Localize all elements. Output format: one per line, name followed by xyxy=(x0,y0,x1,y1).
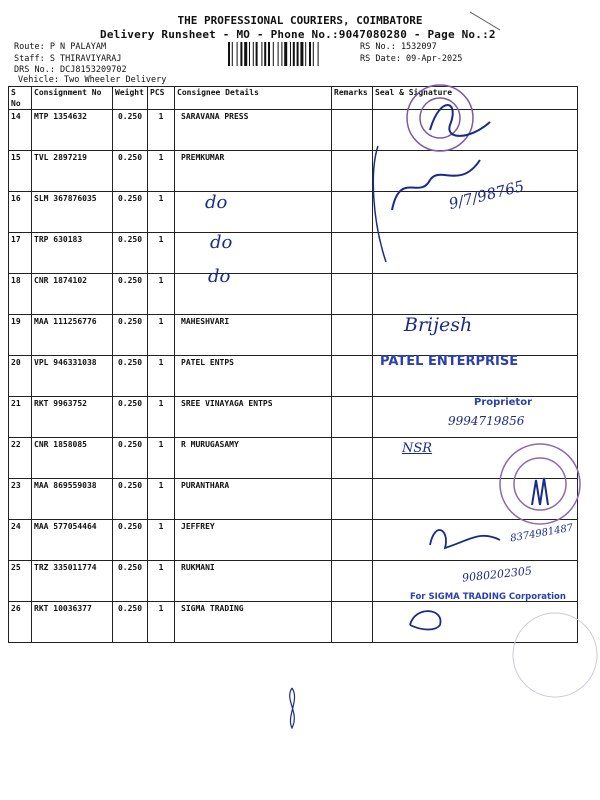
col-consignment: Consignment No xyxy=(32,87,113,110)
cell-sno: 20 xyxy=(9,356,32,397)
cell-pcs: 1 xyxy=(148,110,175,151)
cell-weight: 0.250 xyxy=(113,602,148,643)
cell-consignment: CNR 1858085 xyxy=(32,438,113,479)
col-sno: S No xyxy=(9,87,32,110)
cell-consignment: TRZ 335011774 xyxy=(32,561,113,602)
cell-pcs: 1 xyxy=(148,438,175,479)
cell-consignee: PURANTHARA xyxy=(175,479,332,520)
stamp-sigma-trading: For SIGMA TRADING Corporation xyxy=(410,592,566,602)
cell-remarks xyxy=(332,520,373,561)
cell-weight: 0.250 xyxy=(113,315,148,356)
cell-consignee: R MURUGASAMY xyxy=(175,438,332,479)
cell-consignee xyxy=(175,192,332,233)
handwritten-phone-row21: 9994719856 xyxy=(448,414,525,428)
cell-consignment: VPL 946331038 xyxy=(32,356,113,397)
cell-consignment: RKT 10036377 xyxy=(32,602,113,643)
cell-weight: 0.250 xyxy=(113,397,148,438)
cell-weight: 0.250 xyxy=(113,520,148,561)
cell-signature xyxy=(373,602,578,643)
table-row xyxy=(9,602,578,643)
cell-sno: 16 xyxy=(9,192,32,233)
cell-consignment: SLM 367876035 xyxy=(32,192,113,233)
cell-weight: 0.250 xyxy=(113,438,148,479)
staff-label: Staff: S THIRAVIYARAJ xyxy=(14,54,122,64)
ditto-row18: do xyxy=(208,266,231,287)
cell-sno: 24 xyxy=(9,520,32,561)
table-row xyxy=(9,520,578,561)
cell-remarks xyxy=(332,561,373,602)
cell-sno: 18 xyxy=(9,274,32,315)
handwritten-date-row15: 9/7/98765 xyxy=(446,176,526,214)
route-label: Route: P N PALAYAM xyxy=(14,42,107,52)
cell-weight: 0.250 xyxy=(113,356,148,397)
table-row xyxy=(9,274,578,315)
company-title: THE PROFESSIONAL COURIERS, COIMBATORE xyxy=(177,14,423,27)
cell-remarks xyxy=(332,151,373,192)
cell-signature xyxy=(373,233,578,274)
ditto-row17: do xyxy=(210,232,233,253)
cell-signature xyxy=(373,520,578,561)
cell-consignee: SIGMA TRADING xyxy=(175,602,332,643)
cell-remarks xyxy=(332,356,373,397)
cell-sno: 22 xyxy=(9,438,32,479)
cell-sno: 23 xyxy=(9,479,32,520)
handwritten-phone-row24: 8374981487 xyxy=(509,522,575,545)
cell-weight: 0.250 xyxy=(113,151,148,192)
cell-consignee xyxy=(175,233,332,274)
cell-signature xyxy=(373,479,578,520)
cell-remarks xyxy=(332,274,373,315)
cell-signature xyxy=(373,110,578,151)
cell-consignee: RUKMANI xyxy=(175,561,332,602)
cell-pcs: 1 xyxy=(148,356,175,397)
stamp-proprietor: Proprietor xyxy=(474,397,533,408)
cell-pcs: 1 xyxy=(148,520,175,561)
table-row xyxy=(9,233,578,274)
cell-pcs: 1 xyxy=(148,315,175,356)
cell-remarks xyxy=(332,110,373,151)
cell-weight: 0.250 xyxy=(113,479,148,520)
cell-consignee: MAHESHVARI xyxy=(175,315,332,356)
cell-signature xyxy=(373,151,578,192)
cell-remarks xyxy=(332,233,373,274)
cell-weight: 0.250 xyxy=(113,233,148,274)
cell-consignee: SARAVANA PRESS xyxy=(175,110,332,151)
cell-consignee xyxy=(175,274,332,315)
signature-row19: Brijesh xyxy=(404,314,473,336)
cell-remarks xyxy=(332,438,373,479)
cell-signature xyxy=(373,274,578,315)
cell-pcs: 1 xyxy=(148,274,175,315)
cell-consignment: RKT 9963752 xyxy=(32,397,113,438)
cell-weight: 0.250 xyxy=(113,192,148,233)
cell-remarks xyxy=(332,397,373,438)
rs-date: RS Date: 09-Apr-2025 xyxy=(360,54,463,64)
page-mark xyxy=(290,688,295,728)
cell-consignment: MAA 577054464 xyxy=(32,520,113,561)
drs-number: DRS No.: DCJ8153209702 xyxy=(14,65,127,75)
cell-consignment: TRP 630183 xyxy=(32,233,113,274)
col-consignee: Consignee Details xyxy=(175,87,332,110)
cell-sno: 21 xyxy=(9,397,32,438)
col-signature: Seal & Signature xyxy=(373,87,578,110)
col-weight: Weight xyxy=(113,87,148,110)
stamp-patel-enterprise: PATEL ENTERPRISE xyxy=(380,354,519,369)
cell-consignee: SREE VINAYAGA ENTPS xyxy=(175,397,332,438)
rs-number: RS No.: 1532097 xyxy=(360,42,437,52)
table-row xyxy=(9,479,578,520)
cell-consignment: MTP 1354632 xyxy=(32,110,113,151)
table-row xyxy=(9,110,578,151)
cell-pcs: 1 xyxy=(148,479,175,520)
cell-sno: 19 xyxy=(9,315,32,356)
col-remarks: Remarks xyxy=(332,87,373,110)
handwritten-phone-row25: 9080202305 xyxy=(461,564,533,585)
cell-consignee: PATEL ENTPS xyxy=(175,356,332,397)
cell-remarks xyxy=(332,315,373,356)
cell-pcs: 1 xyxy=(148,151,175,192)
cell-sno: 15 xyxy=(9,151,32,192)
cell-remarks xyxy=(332,479,373,520)
cell-pcs: 1 xyxy=(148,561,175,602)
cell-remarks xyxy=(332,602,373,643)
cell-sno: 25 xyxy=(9,561,32,602)
cell-consignment: CNR 1874102 xyxy=(32,274,113,315)
cell-weight: 0.250 xyxy=(113,561,148,602)
table-row xyxy=(9,315,578,356)
cell-consignment: MAA 869559038 xyxy=(32,479,113,520)
barcode-icon xyxy=(228,42,353,66)
cell-pcs: 1 xyxy=(148,233,175,274)
col-pcs: PCS xyxy=(148,87,175,110)
cell-pcs: 1 xyxy=(148,602,175,643)
table-row xyxy=(9,438,578,479)
cell-weight: 0.250 xyxy=(113,274,148,315)
handwritten-nsr-row22: NSR xyxy=(402,441,433,456)
cell-pcs: 1 xyxy=(148,192,175,233)
cell-consignment: MAA 111256776 xyxy=(32,315,113,356)
cell-pcs: 1 xyxy=(148,397,175,438)
cell-sno: 17 xyxy=(9,233,32,274)
cell-sno: 14 xyxy=(9,110,32,151)
cell-consignment: TVL 2897219 xyxy=(32,151,113,192)
cell-weight: 0.250 xyxy=(113,110,148,151)
cell-remarks xyxy=(332,192,373,233)
table-header-row xyxy=(9,87,578,110)
cell-consignee: PREMKUMAR xyxy=(175,151,332,192)
cell-sno: 26 xyxy=(9,602,32,643)
ditto-row16: do xyxy=(205,192,228,213)
runsheet-subtitle: Delivery Runsheet - MO - Phone No.:9047080280 - Page No.:2 xyxy=(100,28,496,41)
cell-consignee: JEFFREY xyxy=(175,520,332,561)
vehicle-label: Vehicle: Two Wheeler Delivery xyxy=(18,75,167,85)
